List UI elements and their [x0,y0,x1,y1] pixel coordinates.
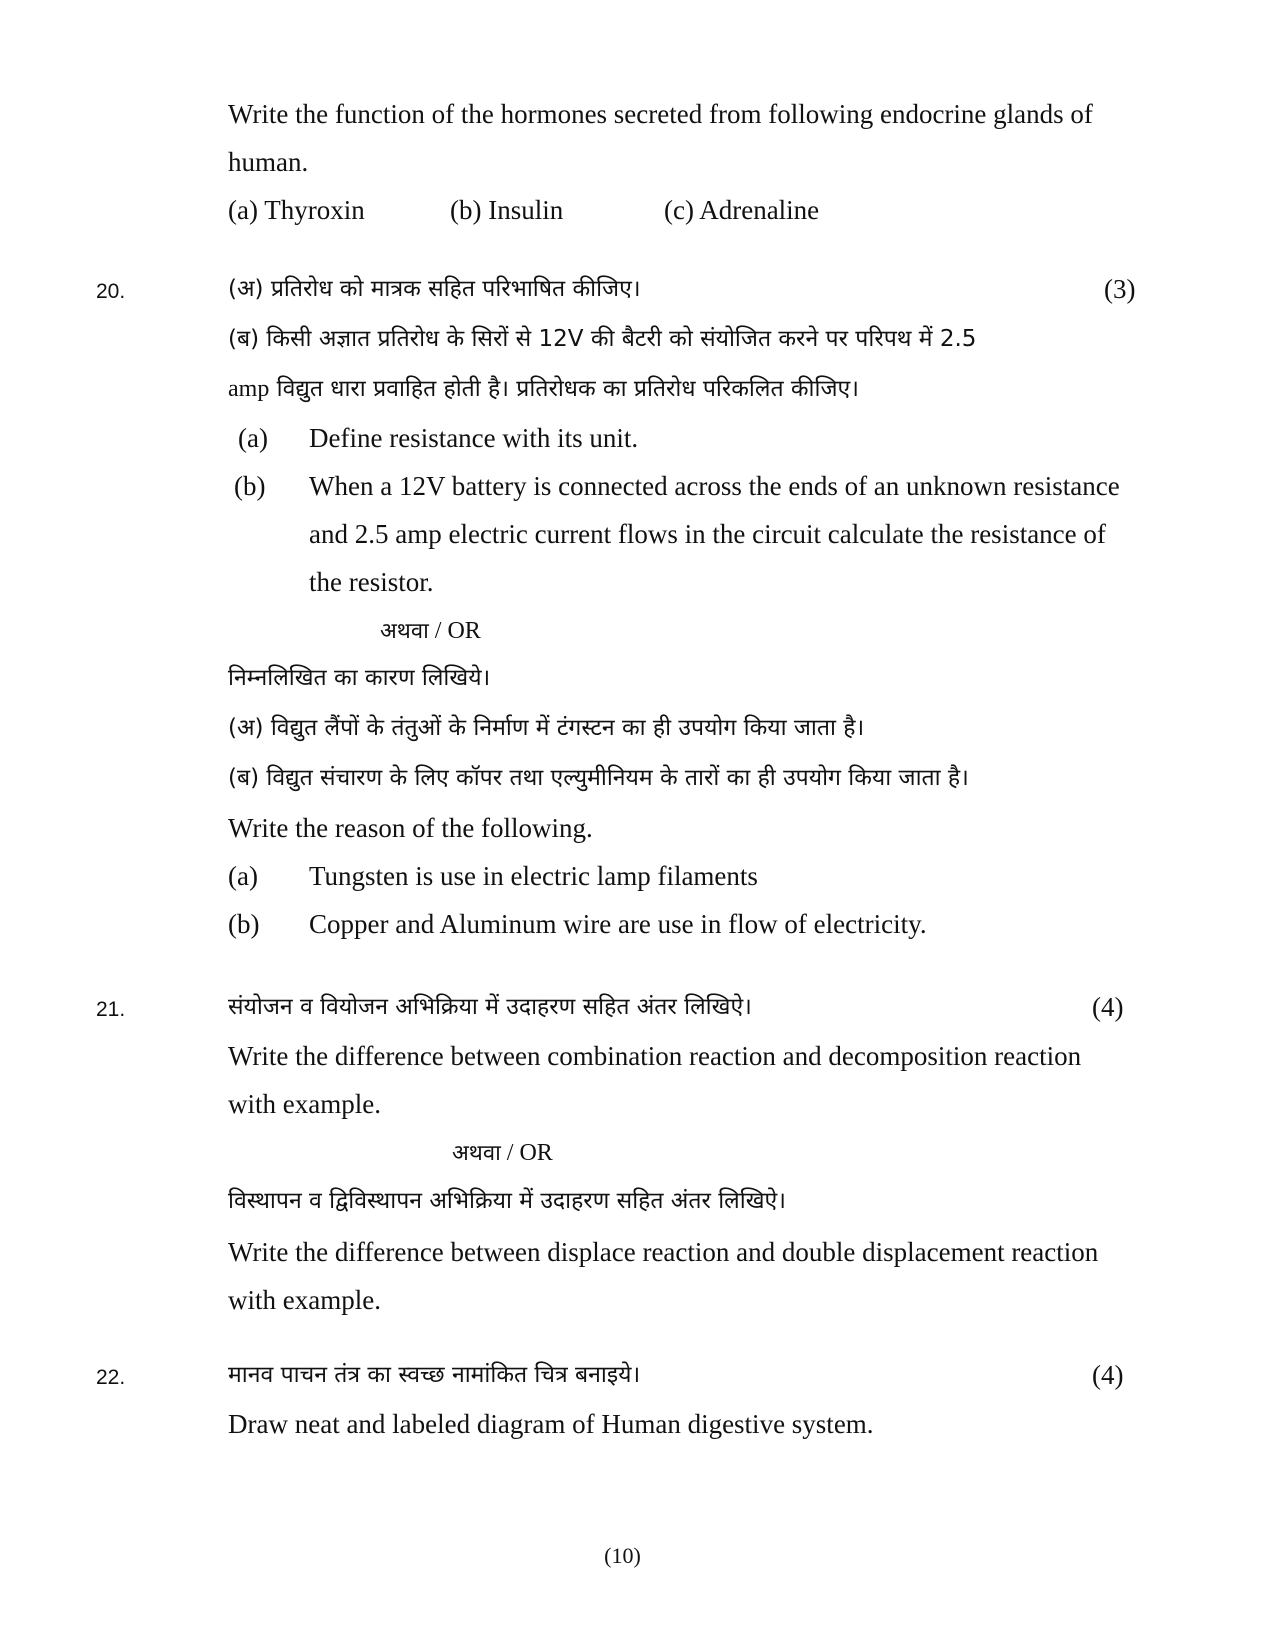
q19-en-line2: human. [228,147,309,177]
q21-marks: (4) [1092,992,1124,1022]
q20-hi-part-b-line1: (ब) किसी अज्ञात प्रतिरोध के सिरों से 12V की बैटरी को संयोजित करने पर परिपथ में 2.5 [228,326,977,352]
q20-alt-en-b-label: (b) [228,909,260,939]
q21-hi: संयोजन व वियोजन अभिक्रिया में उदाहरण सहित अंतर लिखिऐ। [228,994,752,1020]
q21-en-line2: with example. [228,1089,381,1119]
question-number-22: 22. [96,1366,126,1389]
q21-or-separator [452,1136,553,1171]
q21-alt-hi: विस्थापन व द्विविस्थापन अभिक्रिया में उदाहरण सहित अंतर लिखिऐ। [228,1188,786,1214]
q20-or-hi: अथवा [380,619,429,644]
q21-en-line1: Write the difference between combination reaction and decomposition reaction [228,1041,1082,1071]
q20-en-a-text: Define resistance with its unit. [309,423,639,453]
q21-or-slash: / [500,1140,520,1166]
q20-alt-hi-a: (अ) विद्युत लैंपों के तंतुओं के निर्माण में टंगस्टन का ही उपयोग किया जाता है। [228,715,865,741]
q20-en-b-line1: When a 12V battery is connected across the ends of an unknown resistance [309,471,1120,501]
q20-or-en: OR [447,618,481,644]
q20-alt-en-b-text: Copper and Aluminum wire are use in flow of electricity. [309,909,927,939]
q20-alt-en-a-text: Tungsten is use in electric lamp filaments [309,861,758,891]
q20-or-slash: / [428,618,448,644]
q20-marks: (3) [1104,274,1136,304]
q20-alt-hi-b: (ब) विद्युत संचारण के लिए कॉपर तथा एल्युमीनियम के तारों का ही उपयोग किया जाता है। [228,765,969,791]
q21-alt-en-line2: with example. [228,1285,381,1315]
q21-or-hi: अथवा [452,1141,501,1166]
q20-hi-part-b-line2 [228,372,859,406]
q20-alt-hi-intro: निम्नलिखित का कारण लिखिये। [228,665,491,691]
q20-alt-en-a-label: (a) [228,861,258,891]
q20-en-b-line3: the resistor. [309,567,434,597]
q21-or-en: OR [519,1140,553,1166]
q20-en-b-line2: and 2.5 amp electric current flows in the circuit calculate the resistance of [309,519,1106,549]
q20-hi-part-a: (अ) प्रतिरोध को मात्रक सहित परिभाषित कीजिए। [228,276,641,302]
page-number: (10) [604,1543,641,1568]
q22-en: Draw neat and labeled diagram of Human digestive system. [228,1409,874,1439]
q20-or-separator [380,614,481,649]
q20-hi-amp-unit: amp [228,376,270,402]
q19-option-b: (b) Insulin [450,195,564,225]
question-number-20: 20. [96,280,126,303]
q22-marks: (4) [1092,1360,1124,1390]
q20-en-a-label: (a) [238,423,268,453]
q19-option-a: (a) Thyroxin [228,195,365,225]
q20-alt-en-intro: Write the reason of the following. [228,813,593,843]
question-number-21: 21. [96,998,126,1021]
q19-option-c: (c) Adrenaline [664,195,820,225]
q20-en-b-label: (b) [234,471,266,501]
q22-hi: मानव पाचन तंत्र का स्वच्छ नामांकित चित्र बनाइये। [228,1362,641,1388]
q21-alt-en-line1: Write the difference between displace reaction and double displacement reaction [228,1237,1099,1267]
q19-en-line1: Write the function of the hormones secreted from following endocrine glands of [228,99,1093,129]
q20-hi-part-b-line2-text: विद्युत धारा प्रवाहित होती है। प्रतिरोधक का प्रतिरोध परिकलित कीजिए। [269,376,859,402]
